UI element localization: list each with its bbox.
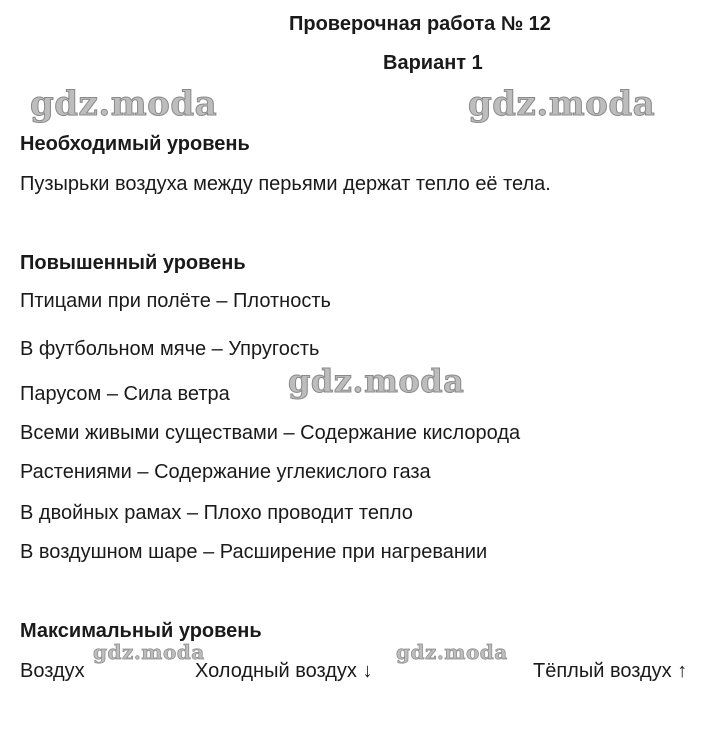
answer-line: Растениями – Содержание углекислого газа xyxy=(20,461,431,483)
watermark-logo: gdz.moda xyxy=(468,84,656,124)
watermark-logo: gdz.moda xyxy=(30,84,218,124)
answer-line: В футбольном мяче – Упругость xyxy=(20,338,320,360)
cold-air-label: Холодный воздух ↓ xyxy=(195,660,373,682)
warm-air-label: Тёплый воздух ↑ xyxy=(533,660,688,682)
answer-line: В воздушном шаре – Расширение при нагревании xyxy=(20,541,488,563)
watermark-logo: gdz.moda xyxy=(93,640,205,664)
answer-line: Парусом – Сила ветра xyxy=(20,383,230,405)
answer-line: В двойных рамах – Плохо проводит тепло xyxy=(20,502,413,524)
answer-line: Пузырьки воздуха между перьями держат тепло её тела. xyxy=(20,173,551,195)
section-heading-advanced: Повышенный уровень xyxy=(20,252,246,274)
air-label: Воздух xyxy=(20,660,85,682)
variant-label: Вариант 1 xyxy=(383,52,483,74)
watermark-logo: gdz.moda xyxy=(396,640,508,664)
section-heading-basic: Необходимый уровень xyxy=(20,133,250,155)
watermark-logo: gdz.moda xyxy=(288,362,465,400)
answer-line: Птицами при полёте – Плотность xyxy=(20,290,331,312)
answer-line: Всеми живыми существами – Содержание кислорода xyxy=(20,422,521,444)
page-title: Проверочная работа № 12 xyxy=(289,13,551,35)
section-heading-max: Максимальный уровень xyxy=(20,620,262,642)
